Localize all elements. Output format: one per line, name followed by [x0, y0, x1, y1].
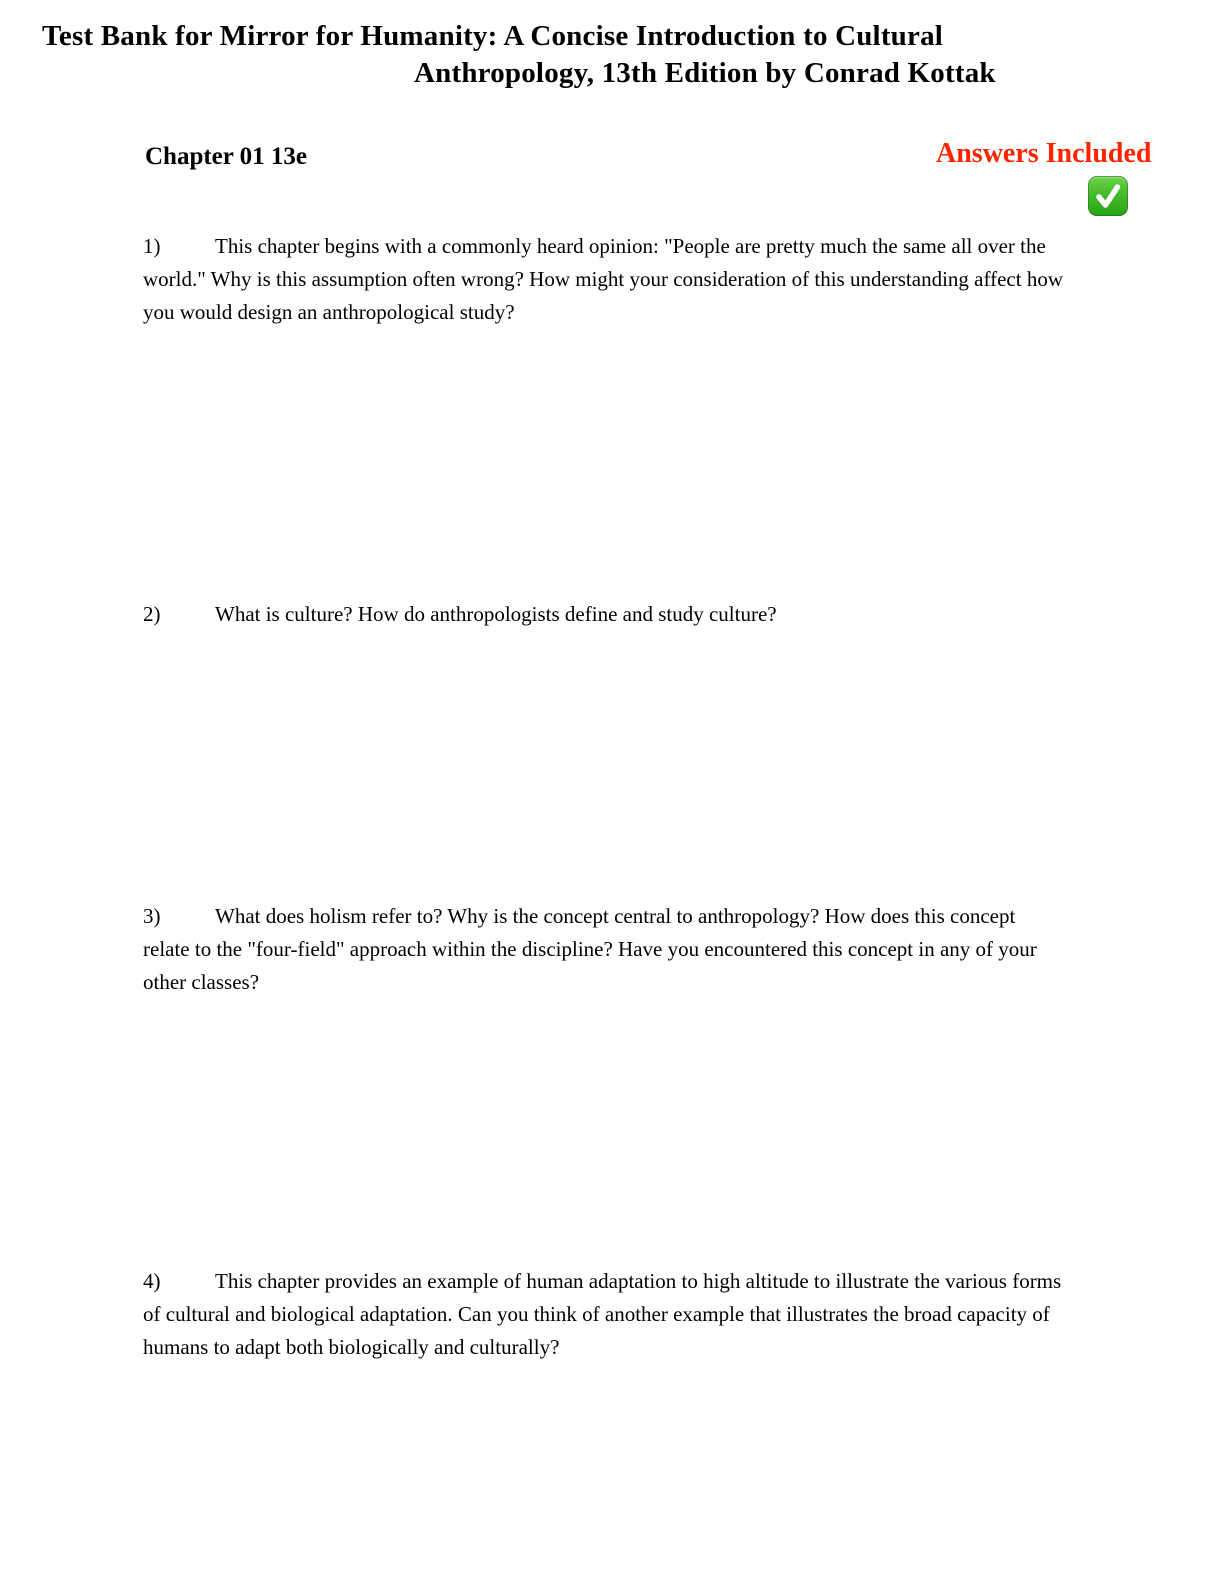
- document-title-line2: Anthropology, 13th Edition by Conrad Kottak: [414, 57, 996, 89]
- chapter-heading: Chapter 01 13e: [145, 143, 308, 170]
- question-3-text: What does holism refer to? Why is the concept central to anthropology? How does this concept relate to the "four-field" approach within the discipline? Have you encountered this concept in any of your other classes?: [143, 904, 1037, 994]
- question-2: [143, 598, 1065, 631]
- question-4: [143, 1265, 1065, 1364]
- question-4-text: This chapter provides an example of human adaptation to high altitude to illustrate the various forms of cultural and biological adaptation. Can you think of another example that illustrates the broad capacity of humans to adapt both biologically and culturally?: [143, 1269, 1062, 1359]
- question-2-text: What is culture? How do anthropologists define and study culture?: [215, 602, 777, 626]
- question-3: [143, 900, 1065, 999]
- question-1: [143, 230, 1065, 329]
- question-1-number: 1): [143, 234, 161, 258]
- answers-included-label: Answers Included: [936, 138, 1152, 169]
- question-2-number: 2): [143, 602, 161, 626]
- question-1-text: This chapter begins with a commonly heard opinion: "People are pretty much the same all over the world." Why is this assumption often wrong? How might your consideration of this understanding affect how you would design an anthropological study?: [143, 234, 1063, 324]
- question-4-number: 4): [143, 1269, 161, 1293]
- document-title-line1: Test Bank for Mirror for Humanity: A Concise Introduction to Cultural: [42, 20, 944, 52]
- question-3-number: 3): [143, 904, 161, 928]
- check-mark-icon: [1088, 176, 1128, 216]
